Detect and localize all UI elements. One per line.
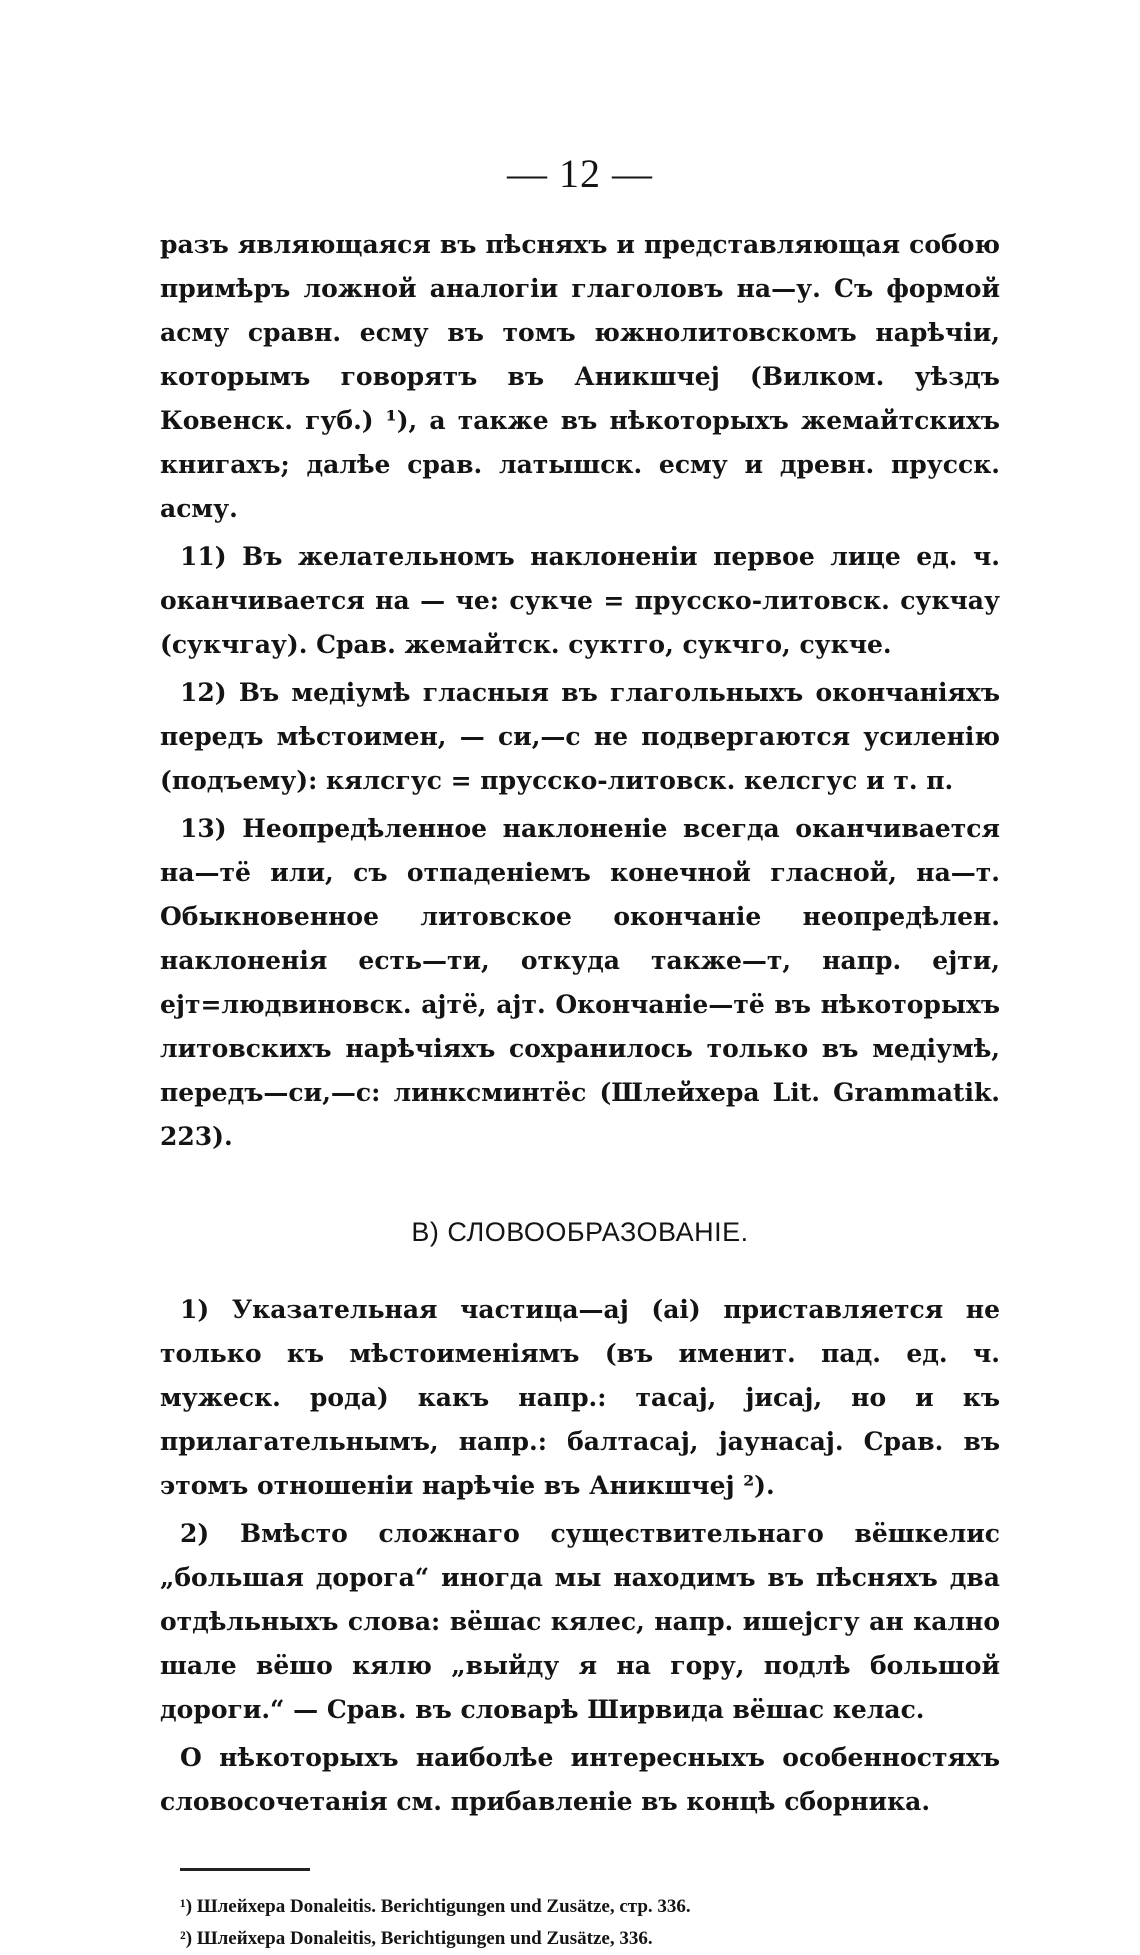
paragraph-continued: разъ являющаяся въ пѣсняхъ и представляющая собою примѣръ ложной аналогіи глаголовъ на—у. Съ формой асму сравн. есму въ томъ южнолитовскомъ нарѣчіи, которымъ говорятъ въ Аникшчеј (Вилком. уѣздъ Ковенск. губ.) ¹), а также въ нѣкоторыхъ жемайтскихъ книгахъ; далѣе срав. латышск. есму и древн. прусск. асму. — [160, 230, 1000, 523]
paragraph-word-formation-2: 2) Вмѣсто сложнаго существительнаго вёшкелис „большая дорога“ иногда мы находимъ въ пѣсняхъ два отдѣльныхъ слова: вёшас кялес, напр. ишеjсгу ан кално шале вёшо кялю „выйду я на гору, подлѣ большой дороги.“ — Срав. въ словарѣ Ширвида вёшас келас. — [160, 1519, 1000, 1724]
footnote-divider — [180, 1868, 310, 1871]
document-page — [160, 150, 1000, 1955]
section-heading: В) СЛОВООБРАЗОВАНІЕ. — [411, 1217, 749, 1247]
paragraph-13: 13) Неопредѣленное наклоненіе всегда оканчивается на—тё или, съ отпаденіемъ конечной гласной, на—т. Обыкновенное литовское окончаніе неопредѣлен. наклоненія есть—ти, откуда также—т, напр. еjти, еjт=людвиновск. аjтё, аjт. Окончаніе—тё въ нѣкоторыхъ литовскихъ нарѣчіяхъ сохранилось только въ медіумѣ, передъ—си,—с: линксминтёс (Шлейхера Lit. Grammatik. 223). — [160, 814, 1000, 1151]
paragraph-syntax-note: О нѣкоторыхъ наиболѣе интересныхъ особенностяхъ словосочетанія см. прибавленіе въ концѣ сборника. — [160, 1743, 1000, 1816]
paragraph-word-formation-1: 1) Указательная частица—аj (аі) приставляется не только къ мѣстоименіямъ (въ именит. пад. ед. ч. мужеск. рода) какъ напр.: тасаj, јисаj, но и къ прилагательнымъ, напр.: балтасаj, јаунасаj. Срав. въ этомъ отношеніи нарѣчіе въ Аникшчеј ²). — [160, 1295, 1000, 1500]
paragraph-11: 11) Въ желательномъ наклоненіи первое лице ед. ч. оканчивается на — че: сукче = прусско-литовск. сукчау (сукчгау). Срав. жемайтск. суктго, сукчго, сукче. — [160, 542, 1000, 659]
footnote-1: ¹) Шлейхера Donaleitis. Berichtigungen und Zusätze, стр. 336. — [180, 1896, 691, 1917]
footnote-2: ²) Шлейхера Donaleitis, Berichtigungen und Zusätze, 336. — [180, 1928, 653, 1949]
page-number: — 12 — — [507, 151, 653, 196]
paragraph-12: 12) Въ медіумѣ гласныя въ глагольныхъ окончаніяхъ передъ мѣстоимен, — си,—с не подвергаются усиленію (подъему): кялсгус = прусско-литовск. келсгус и т. п. — [160, 678, 1000, 795]
